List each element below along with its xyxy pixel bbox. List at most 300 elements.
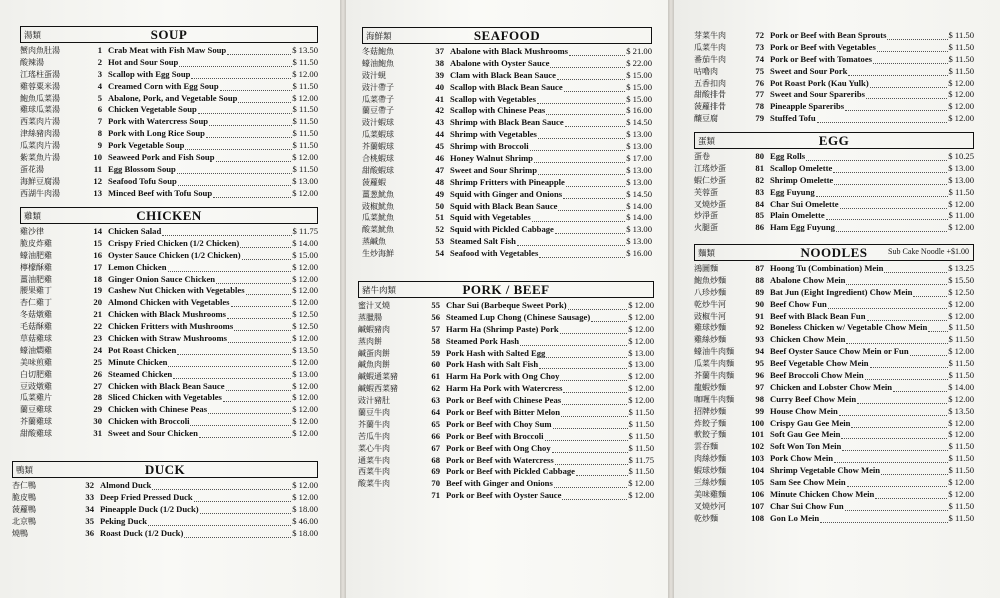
item-number: 100 [751, 417, 764, 428]
item-chinese-name: 燒鴨 [12, 528, 28, 538]
item-price: $ 11.50 [292, 104, 318, 115]
menu-item [694, 418, 974, 430]
item-number: 58 [431, 335, 440, 346]
item-chinese-name: 合桃蝦球 [362, 154, 394, 164]
item-name: Squid with Ginger and Onions [450, 188, 563, 199]
menu-item [694, 334, 974, 346]
item-name: Shrimp Omelette [770, 174, 834, 185]
dot-leader [887, 32, 947, 40]
item-name: Chicken with Chinese Peas [108, 404, 208, 415]
item-name: Pineapple Spareribs [770, 101, 845, 112]
item-number: 81 [755, 162, 764, 173]
item-price: $ 12.00 [628, 383, 654, 394]
item-number: 27 [93, 380, 102, 391]
item-number: 26 [93, 368, 102, 379]
item-chinese-name: 豉汁蝦球 [362, 118, 394, 128]
dot-leader [857, 396, 947, 404]
dot-leader [162, 228, 291, 236]
menu-item [20, 321, 318, 333]
item-number: 10 [93, 152, 102, 163]
item-price: $ 11.00 [948, 210, 974, 221]
item-number: 15 [93, 237, 102, 248]
item-chinese-name: 菠蘿蝦 [362, 177, 386, 187]
menu-item [694, 113, 974, 125]
menu-item [362, 105, 652, 117]
item-number: 28 [93, 392, 102, 403]
section-header [362, 27, 652, 44]
item-number: 44 [435, 129, 444, 140]
menu-item [20, 297, 318, 309]
menu-item-list [20, 45, 318, 200]
item-chinese-name: 檸檬酥雞 [20, 262, 52, 272]
item-chinese-name: 蠔油肥雞 [20, 250, 52, 260]
item-price: $ 12.50 [948, 286, 974, 297]
menu-item [12, 516, 318, 528]
item-price: $ 13.50 [948, 405, 974, 416]
menu-item [20, 45, 318, 57]
dot-leader [520, 338, 627, 346]
menu-item [20, 392, 318, 404]
item-chinese-name: 草菇雞球 [20, 334, 52, 344]
item-chinese-name: 叉燒炒河 [694, 501, 726, 511]
item-chinese-name: 江瑤柱蛋湯 [20, 69, 60, 79]
item-number: 67 [431, 442, 440, 453]
item-name: Seafood with Vegetables [450, 248, 539, 259]
item-price: $ 12.50 [292, 321, 318, 332]
item-name: Pork or Beef with Broccoli [446, 430, 544, 441]
item-name: Chicken Vegetable Soup [108, 104, 197, 115]
menu-item [358, 407, 654, 419]
section-chinese-title: 湯類 [24, 30, 42, 41]
menu-item [694, 78, 974, 90]
item-price: $ 12.00 [292, 92, 318, 103]
section-chinese-title: 蛋類 [698, 136, 716, 147]
section-header [20, 26, 318, 43]
item-name: Roast Duck (1/2 Duck) [100, 527, 184, 538]
item-price: $ 12.00 [292, 68, 318, 79]
menu-item [362, 212, 652, 224]
item-number: 56 [431, 311, 440, 322]
item-name: Scallop with Chinese Peas [450, 105, 546, 116]
dot-leader [839, 408, 947, 416]
dot-leader [557, 72, 625, 80]
dot-leader [194, 494, 292, 502]
item-number: 93 [755, 334, 764, 345]
item-number: 90 [755, 298, 764, 309]
item-number: 29 [93, 404, 102, 415]
item-number: 86 [755, 222, 764, 233]
item-price: $ 12.00 [948, 417, 974, 428]
menu-item [358, 383, 654, 395]
item-name: Soft Won Ton Mein [770, 441, 842, 452]
item-price: $ 11.50 [948, 465, 974, 476]
item-price: $ 12.50 [292, 309, 318, 320]
item-name: Char Sui Omelette [770, 198, 839, 209]
item-chinese-name: 西菜肉片湯 [20, 117, 60, 127]
item-number: 75 [755, 65, 764, 76]
item-chinese-name: 脆皮炸雞 [20, 238, 52, 248]
item-chinese-name: 津絲豬肉湯 [20, 129, 60, 139]
dot-leader [242, 252, 292, 260]
chicken-section [20, 207, 318, 440]
menu-item [694, 406, 974, 418]
item-price: $ 14.50 [626, 117, 652, 128]
item-price: $ 12.00 [948, 429, 974, 440]
item-number: 105 [751, 477, 764, 488]
dot-leader [198, 106, 292, 114]
menu-item [694, 151, 974, 163]
item-price: $ 12.00 [948, 222, 974, 233]
menu-item [20, 369, 318, 381]
dot-leader [884, 265, 947, 273]
item-number: 32 [85, 480, 94, 490]
dot-leader [246, 287, 292, 295]
item-number: 88 [755, 274, 764, 285]
pork-beef-continued-section [694, 28, 974, 125]
menu-item [20, 404, 318, 416]
dot-leader [532, 214, 626, 222]
menu-item [20, 152, 318, 164]
item-number: 97 [755, 381, 764, 392]
item-name: Beef with Black Bean Fun [770, 310, 866, 321]
item-chinese-name: 白切肥雞 [20, 369, 52, 379]
item-price: $ 10.25 [948, 151, 974, 161]
item-name: Beef Oyster Sauce Chow Mein or Fun [770, 346, 909, 357]
item-number: 108 [751, 512, 764, 523]
item-name: Steamed Pork Hash [446, 335, 520, 346]
dot-leader [539, 250, 625, 258]
section-title: DUCK [144, 461, 186, 477]
dot-leader [534, 155, 625, 163]
section-title: CHICKEN [136, 207, 202, 223]
menu-item-list [694, 30, 974, 125]
item-name: Hot and Sour Soup [108, 56, 179, 67]
item-chinese-name: 蠔油牛肉麵 [694, 347, 734, 357]
item-chinese-name: 瓜菜肉片湯 [20, 141, 60, 151]
item-name: Pork or Beef with Bitter Melon [446, 407, 561, 418]
item-number: 89 [755, 286, 764, 297]
item-chinese-name: 瓜菜牛肉 [694, 42, 726, 52]
item-number: 63 [431, 395, 440, 406]
item-number: 47 [435, 164, 444, 175]
item-name: Beef Vegetable Chow Mein [770, 358, 869, 369]
item-name: Abalone Chow Mein [770, 274, 846, 285]
menu-item [694, 311, 974, 323]
dot-leader [870, 80, 948, 88]
item-number: 4 [97, 80, 102, 91]
item-chinese-name: 釀豆腐 [694, 114, 718, 124]
item-name: Abalone with Oyster Sauce [450, 57, 550, 68]
item-number: 78 [755, 101, 764, 112]
menu-item [358, 348, 654, 360]
menu-item [12, 504, 318, 516]
section-chinese-title: 麵類 [698, 248, 716, 259]
item-name: Hoong Tu (Combination) Mein [770, 263, 884, 273]
item-chinese-name: 海鮮豆腐湯 [20, 176, 60, 186]
dot-leader [828, 301, 947, 309]
dot-leader [178, 178, 291, 186]
menu-item-list [20, 226, 318, 440]
menu-item [362, 165, 652, 177]
item-name: Minute Chicken Chow Mein [770, 488, 875, 499]
menu-item [358, 324, 654, 336]
item-chinese-name: 雲吞麵 [694, 442, 718, 452]
menu-item [694, 441, 974, 453]
item-chinese-name: 瓜菜帶子 [362, 94, 394, 104]
item-name: Egg Rolls [770, 151, 806, 161]
item-chinese-name: 瓜菜雞片 [20, 393, 52, 403]
dot-leader [560, 326, 628, 334]
menu-item [20, 416, 318, 428]
dot-leader [563, 385, 627, 393]
menu-item [358, 431, 654, 443]
item-number: 50 [435, 200, 444, 211]
item-price: $ 11.50 [948, 65, 974, 76]
dot-leader [834, 177, 947, 185]
menu-item [20, 93, 318, 105]
item-name: Almond Duck [100, 480, 152, 490]
item-chinese-name: 腰果雞丁 [20, 286, 52, 296]
item-price: $ 11.50 [948, 500, 974, 511]
item-name: Minced Beef with Tofu Soup [108, 187, 213, 198]
dot-leader [530, 143, 626, 151]
item-chinese-name: 冬菇燉雞 [20, 310, 52, 320]
item-price: $ 12.00 [292, 333, 318, 344]
item-number: 37 [435, 46, 444, 56]
item-name: Sweet and Sour Chicken [108, 428, 198, 439]
item-price: $ 13.00 [292, 368, 318, 379]
item-name: Squid with Vegetables [450, 212, 531, 223]
item-price: $ 11.50 [948, 322, 974, 333]
item-price: $ 12.00 [948, 77, 974, 88]
item-chinese-name: 芥蘭牛肉麵 [694, 371, 734, 381]
item-price: $ 11.50 [948, 30, 974, 40]
section-chinese-title: 豬牛肉類 [362, 285, 397, 296]
dot-leader [177, 347, 291, 355]
item-name: Peking Duck [100, 515, 148, 526]
item-chinese-name: 豆豉燉雞 [20, 381, 52, 391]
item-chinese-name: 龍蝦炒麵 [694, 382, 726, 392]
item-chinese-name: 芥蘭雞球 [20, 417, 52, 427]
item-chinese-name: 乾炒麵 [694, 513, 718, 523]
dot-leader [555, 226, 625, 234]
menu-item [694, 42, 974, 54]
dot-leader [552, 445, 628, 453]
item-name: Curry Beef Chow Mein [770, 393, 857, 404]
dot-leader [591, 314, 627, 322]
dot-leader [228, 335, 291, 343]
item-price: $ 13.00 [292, 175, 318, 186]
item-chinese-name: 美味雞麵 [694, 489, 726, 499]
item-chinese-name: 鮑魚炒麵 [694, 275, 726, 285]
item-price: $ 12.00 [292, 152, 318, 163]
item-chinese-name: 豉汁帶子 [362, 82, 394, 92]
item-chinese-name: 八珍炒麵 [694, 287, 726, 297]
item-chinese-name: 蛋卷 [694, 152, 710, 161]
menu-item [694, 346, 974, 358]
item-chinese-name: 蛋花湯 [20, 164, 44, 174]
dot-leader [173, 371, 291, 379]
item-price: $ 12.00 [628, 323, 654, 334]
item-number: 69 [431, 466, 440, 477]
item-number: 1 [97, 45, 102, 55]
dot-leader [240, 240, 291, 248]
item-price: $ 12.00 [292, 297, 318, 308]
item-number: 51 [435, 212, 444, 223]
menu-item [358, 359, 654, 371]
item-name: Pork or Beef with Choy Sum [446, 418, 552, 429]
menu-item [362, 94, 652, 106]
dot-leader [179, 59, 291, 67]
dot-leader [553, 421, 628, 429]
item-price: $ 12.00 [628, 395, 654, 406]
item-price: $ 13.00 [626, 164, 652, 175]
item-chinese-name: 菠蘿鴨 [12, 504, 36, 514]
menu-item [694, 101, 974, 113]
item-chinese-name: 杏仁雞丁 [20, 298, 52, 308]
item-chinese-name: 苦瓜牛肉 [358, 431, 390, 441]
item-number: 24 [93, 344, 102, 355]
menu-item [20, 164, 318, 176]
item-number: 21 [93, 309, 102, 320]
egg-section [694, 132, 974, 234]
menu-item [694, 187, 974, 199]
dot-leader [806, 153, 947, 161]
item-number: 49 [435, 188, 444, 199]
item-price: $ 11.50 [292, 140, 318, 151]
dot-leader [820, 515, 947, 523]
item-name: Pot Roast Pork (Kau Yulk) [770, 77, 869, 88]
item-number: 61 [431, 371, 440, 382]
dot-leader [206, 130, 292, 138]
item-number: 45 [435, 141, 444, 152]
dot-leader [841, 431, 947, 439]
dot-leader [554, 480, 627, 488]
dot-leader [564, 84, 626, 92]
dot-leader [836, 224, 947, 232]
item-number: 8 [97, 128, 102, 139]
menu-item [20, 428, 318, 440]
item-chinese-name: 薑葱魷魚 [362, 189, 394, 199]
item-price: $ 12.00 [948, 113, 974, 124]
section-chinese-title: 雞類 [24, 211, 42, 222]
item-name: Scallop with Egg Soup [108, 68, 191, 79]
section-title: PORK / BEEF [462, 281, 550, 297]
item-name: Beef with Ginger and Onions [446, 478, 553, 489]
item-name: Ginger Onion Sauce Chicken [108, 273, 216, 284]
item-number: 76 [755, 77, 764, 88]
item-number: 42 [435, 105, 444, 116]
item-price: $ 15.50 [948, 274, 974, 285]
item-number: 6 [97, 104, 102, 115]
item-name: Chicken and Lobster Chow Mein [770, 381, 893, 392]
item-price: $ 16.00 [626, 248, 652, 259]
item-price: $ 12.00 [948, 89, 974, 100]
dot-leader [555, 457, 628, 465]
item-chinese-name: 菠蘿排骨 [694, 102, 726, 112]
dot-leader [191, 71, 291, 79]
item-number: 7 [97, 116, 102, 127]
dot-leader [538, 167, 625, 175]
item-number: 60 [431, 359, 440, 370]
dot-leader [893, 384, 947, 392]
item-price: $ 11.50 [948, 186, 974, 197]
menu-item [694, 465, 974, 477]
dot-leader [928, 324, 947, 332]
dot-leader [816, 189, 948, 197]
item-price: $ 14.00 [626, 212, 652, 223]
item-name: Chicken with Black Bean Sauce [108, 380, 225, 391]
item-chinese-name: 蒸臘腸 [358, 312, 382, 322]
menu-item [362, 224, 652, 236]
item-number: 38 [435, 57, 444, 68]
item-price: $ 13.25 [948, 263, 974, 273]
item-number: 87 [755, 263, 764, 273]
item-price: $ 12.00 [292, 380, 318, 391]
menu-item [358, 336, 654, 348]
item-number: 96 [755, 370, 764, 381]
dot-leader [216, 276, 291, 284]
item-name: Harm Ha Pork with Watercress [446, 383, 563, 394]
item-name: Shrimp Vegetable Chow Mein [770, 465, 881, 476]
item-price: $ 12.00 [948, 477, 974, 488]
menu-item [20, 285, 318, 297]
item-number: 103 [751, 453, 764, 464]
item-price: $ 12.00 [292, 285, 318, 296]
menu-item [20, 104, 318, 116]
dot-leader [226, 383, 292, 391]
item-name: Sweet and Sour Shrimp [450, 164, 537, 175]
item-name: Char Sui (Barbeque Sweet Pork) [446, 300, 567, 310]
item-price: $ 11.50 [628, 418, 654, 429]
item-chinese-name: 脆皮鴨 [12, 492, 36, 502]
menu-item [694, 263, 974, 275]
item-number: 22 [93, 321, 102, 332]
item-price: $ 11.50 [948, 441, 974, 452]
section-header [358, 281, 654, 298]
item-number: 18 [93, 273, 102, 284]
item-chinese-name: 菜心牛肉 [358, 443, 390, 453]
item-number: 19 [93, 285, 102, 296]
dot-leader [913, 289, 947, 297]
menu-item [362, 153, 652, 165]
item-chinese-name: 蠔油燜雞 [20, 345, 52, 355]
item-number: 74 [755, 53, 764, 64]
item-number: 101 [751, 429, 764, 440]
item-name: Sam See Chow Mein [770, 477, 846, 488]
dot-leader [177, 166, 292, 174]
section-title: EGG [818, 132, 850, 148]
item-chinese-name: 咖喱牛肉麵 [694, 394, 734, 404]
item-chinese-name: 鴻圖麵 [694, 264, 718, 273]
item-name: Deep Fried Pressed Duck [100, 491, 193, 502]
item-name: Crispy Gau Gee Mein [770, 417, 851, 428]
dot-leader [566, 179, 625, 187]
item-chinese-name: 瓜菜魷魚 [362, 213, 394, 223]
menu-item [20, 238, 318, 250]
item-chinese-name: 紫菜魚片湯 [20, 153, 60, 163]
menu-item [362, 177, 652, 189]
item-price: $ 12.00 [292, 404, 318, 415]
section-header [694, 132, 974, 149]
dot-leader [545, 433, 628, 441]
dot-leader [851, 420, 947, 428]
item-chinese-name: 蒸肉餅 [358, 336, 382, 346]
menu-item [694, 382, 974, 394]
item-chinese-name: 火腿蛋 [694, 223, 718, 233]
item-name: Plain Omelette [770, 210, 825, 221]
item-price: $ 11.50 [948, 370, 974, 381]
